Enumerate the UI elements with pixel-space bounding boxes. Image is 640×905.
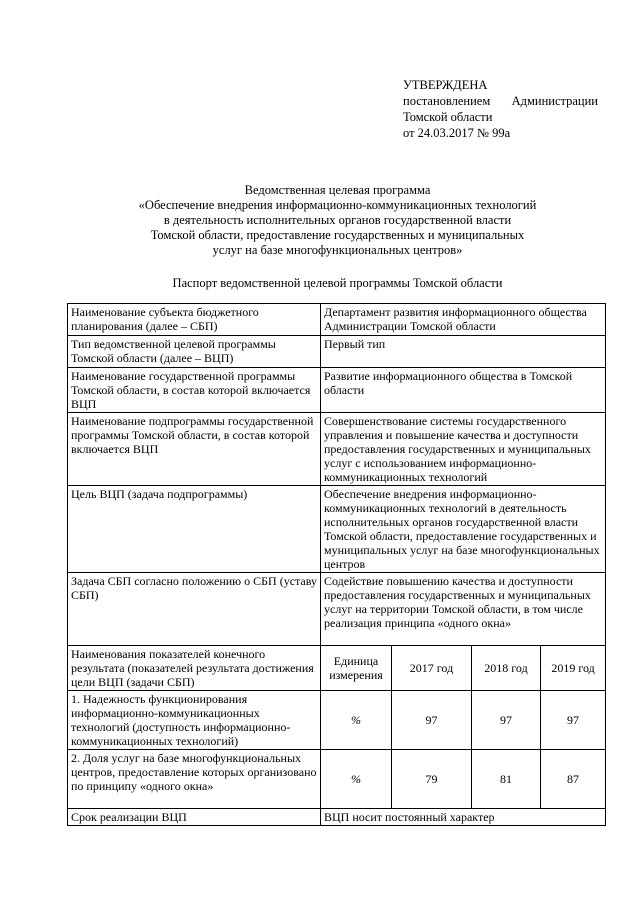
- indicator-value: 81: [472, 750, 541, 809]
- title-line: Томской области, предоставление государственных и муниципальных: [150, 228, 525, 242]
- indicator-value: 87: [541, 750, 606, 809]
- row-label: Наименование государственной программы Томской области, в состав которой включается ВЦП: [68, 368, 321, 413]
- title-line: в деятельность исполнительных органов государственной власти: [163, 213, 512, 227]
- indicator-unit: %: [321, 750, 392, 809]
- term-label: Срок реализации ВЦП: [68, 809, 321, 826]
- unit-header: Единица измерения: [321, 646, 392, 691]
- term-value: ВЦП носит постоянный характер: [321, 809, 606, 826]
- indicator-unit: %: [321, 691, 392, 750]
- row-label: Тип ведомственной целевой программы Томской области (далее – ВЦП): [68, 336, 321, 368]
- approval-line2: [403, 93, 598, 109]
- title-line: Ведомственная целевая программа: [244, 183, 431, 197]
- indicator-row: [68, 691, 606, 750]
- row-value: Развитие информационного общества в Томской области: [321, 368, 606, 413]
- passport-heading: Паспорт ведомственной целевой программы Томской области: [172, 276, 503, 290]
- row-label: Задача СБП согласно положению о СБП (уставу СБП): [68, 573, 321, 646]
- approval-line4: от 24.03.2017 № 99а: [403, 126, 511, 140]
- table-row: [68, 486, 606, 573]
- table-row: [68, 368, 606, 413]
- row-value: Совершенствование системы государственного управления и повышение качества и доступности предоставления государственных и муниципальных услуг с использованием информационно-коммуникационных технологий: [321, 413, 606, 486]
- indicator-value: 97: [541, 691, 606, 750]
- indicators-header-row: [68, 646, 606, 691]
- approval-title: УТВЕРЖДЕНА: [403, 78, 488, 92]
- indicators-header-label: Наименования показателей конечного результата (показателей результата достижения цели ВЦП (задачи СБП): [68, 646, 321, 691]
- program-title: [70, 183, 605, 258]
- row-value: Департамент развития информационного общества Администрации Томской области: [321, 304, 606, 336]
- passport-table: [67, 303, 606, 826]
- approval-line2-part1: постановлением: [403, 94, 491, 108]
- approval-block: [403, 77, 598, 141]
- indicator-label: 2. Доля услуг на базе многофункциональных центров, предоставление которых организовано по принципу «одного окна»: [68, 750, 321, 809]
- approval-line2-part2: Администрации: [511, 94, 598, 108]
- row-label: Наименование субъекта бюджетного планирования (далее – СБП): [68, 304, 321, 336]
- table-row: [68, 413, 606, 486]
- row-value: Первый тип: [321, 336, 606, 368]
- row-value: Содействие повышению качества и доступности предоставления государственных и муниципальных услуг на территории Томской области, в том числе реализация принципа «одного окна»: [321, 573, 606, 646]
- table-row: [68, 809, 606, 826]
- year-header: 2018 год: [472, 646, 541, 691]
- row-label: Наименование подпрограммы государственной программы Томской области, в состав которой включается ВЦП: [68, 413, 321, 486]
- table-row: [68, 304, 606, 336]
- indicator-value: 79: [392, 750, 472, 809]
- indicator-value: 97: [392, 691, 472, 750]
- table-row: [68, 573, 606, 646]
- row-label: Цель ВЦП (задача подпрограммы): [68, 486, 321, 573]
- title-line: «Обеспечение внедрения информационно-коммуникационных технологий: [138, 198, 537, 212]
- title-line: услуг на базе многофункциональных центров»: [212, 243, 463, 257]
- indicator-label: 1. Надежность функционирования информационно-коммуникационных технологий (доступность информационно-коммуникационных технологий): [68, 691, 321, 750]
- year-header: 2019 год: [541, 646, 606, 691]
- approval-line3: Томской области: [403, 110, 493, 124]
- indicator-value: 97: [472, 691, 541, 750]
- row-value: Обеспечение внедрения информационно-коммуникационных технологий в деятельность исполнительных органов государственной власти Томской области, предоставление государственных и муниципальных услуг на базе многофункциональных центров: [321, 486, 606, 573]
- year-header: 2017 год: [392, 646, 472, 691]
- table-row: [68, 336, 606, 368]
- indicator-row: [68, 750, 606, 809]
